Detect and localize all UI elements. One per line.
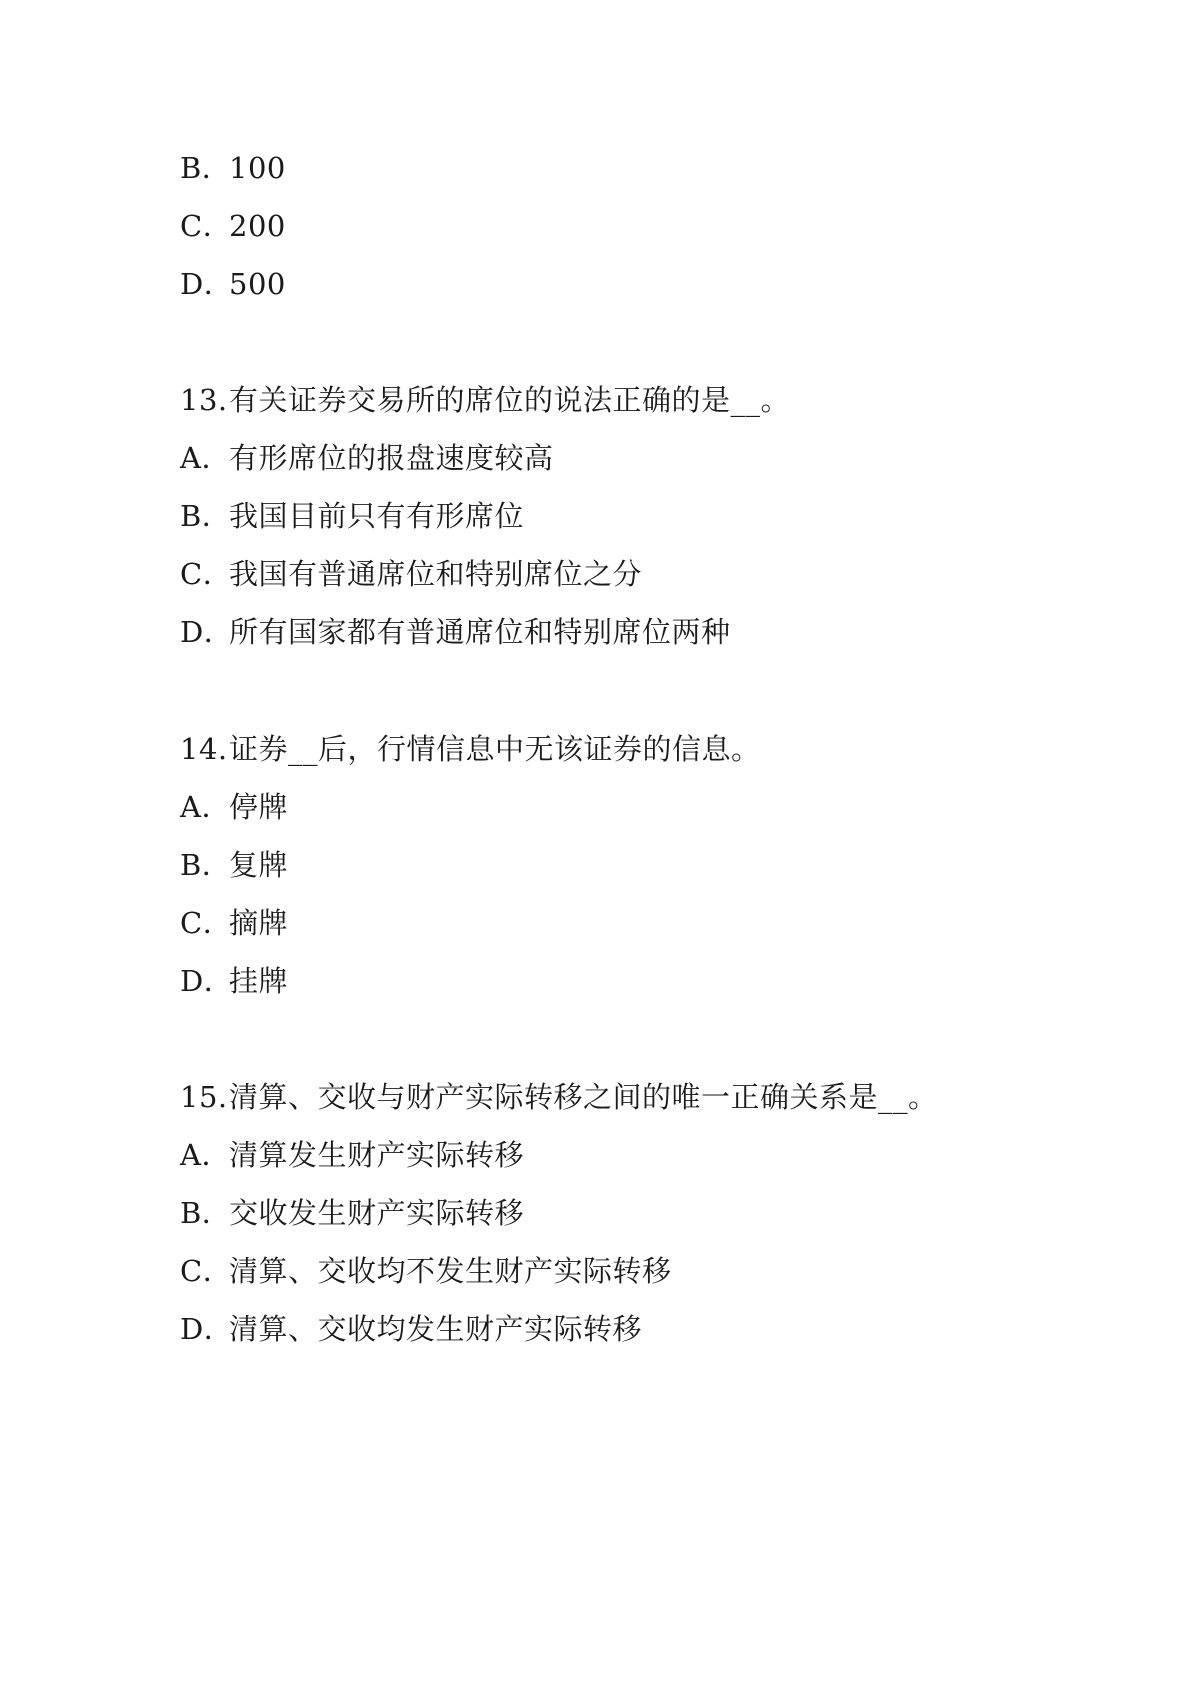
question-15-option-d	[180, 1309, 1140, 1349]
option-text: 有形席位的报盘速度较高	[229, 441, 554, 475]
option-text: 停牌	[229, 790, 289, 824]
option-letter: D．	[180, 1312, 234, 1346]
question-13-option-c	[180, 554, 1140, 594]
option-letter: C．	[180, 209, 233, 243]
option-text: 交收发生财产实际转移	[229, 1196, 525, 1230]
question-15-option-b	[180, 1193, 1140, 1233]
question-15-option-a	[180, 1135, 1140, 1175]
option-letter: B．	[180, 499, 232, 533]
option-letter: C．	[180, 557, 233, 591]
question-number: 13.	[180, 383, 228, 417]
question-14-option-d	[180, 961, 1140, 1001]
question-number: 15.	[180, 1080, 228, 1114]
question-14-option-a	[180, 787, 1140, 827]
option-text: 我国有普通席位和特别席位之分	[229, 557, 643, 591]
question-14-option-c	[180, 903, 1140, 943]
option-letter: A．	[180, 441, 231, 475]
option-text: 200	[229, 209, 286, 243]
question-13-stem	[180, 380, 1140, 420]
option-letter: A．	[180, 1138, 231, 1172]
option-text: 复牌	[229, 848, 289, 882]
option-text: 我国目前只有有形席位	[229, 499, 525, 533]
option-text: 清算发生财产实际转移	[229, 1138, 525, 1172]
option-b-prev	[180, 148, 1140, 188]
option-c-prev	[180, 206, 1140, 246]
option-text: 清算、交收均不发生财产实际转移	[229, 1254, 672, 1288]
option-letter: D．	[180, 267, 234, 301]
option-letter: D．	[180, 964, 234, 998]
question-13-option-b	[180, 496, 1140, 536]
option-text: 100	[229, 151, 286, 185]
option-letter: C．	[180, 1254, 233, 1288]
option-letter: B．	[180, 848, 232, 882]
option-text: 摘牌	[229, 906, 289, 940]
question-15-option-c	[180, 1251, 1140, 1291]
option-letter: C．	[180, 906, 233, 940]
option-text: 清算、交收均发生财产实际转移	[229, 1312, 643, 1346]
question-text: 证券__后，行情信息中无该证券的信息。	[229, 732, 761, 766]
question-text: 清算、交收与财产实际转移之间的唯一正确关系是__。	[229, 1080, 938, 1114]
option-d-prev	[180, 264, 1140, 304]
option-letter: B．	[180, 1196, 232, 1230]
option-letter: D．	[180, 615, 234, 649]
question-13-option-a	[180, 438, 1140, 478]
question-14-option-b	[180, 845, 1140, 885]
option-text: 所有国家都有普通席位和特别席位两种	[229, 615, 731, 649]
option-letter: B．	[180, 151, 232, 185]
question-14-stem	[180, 729, 1140, 769]
option-text: 挂牌	[229, 964, 289, 998]
question-text: 有关证券交易所的席位的说法正确的是__。	[229, 383, 791, 417]
option-text: 500	[229, 267, 286, 301]
question-15-stem	[180, 1077, 1140, 1117]
question-number: 14.	[180, 732, 228, 766]
question-13-option-d	[180, 612, 1140, 652]
option-letter: A．	[180, 790, 231, 824]
